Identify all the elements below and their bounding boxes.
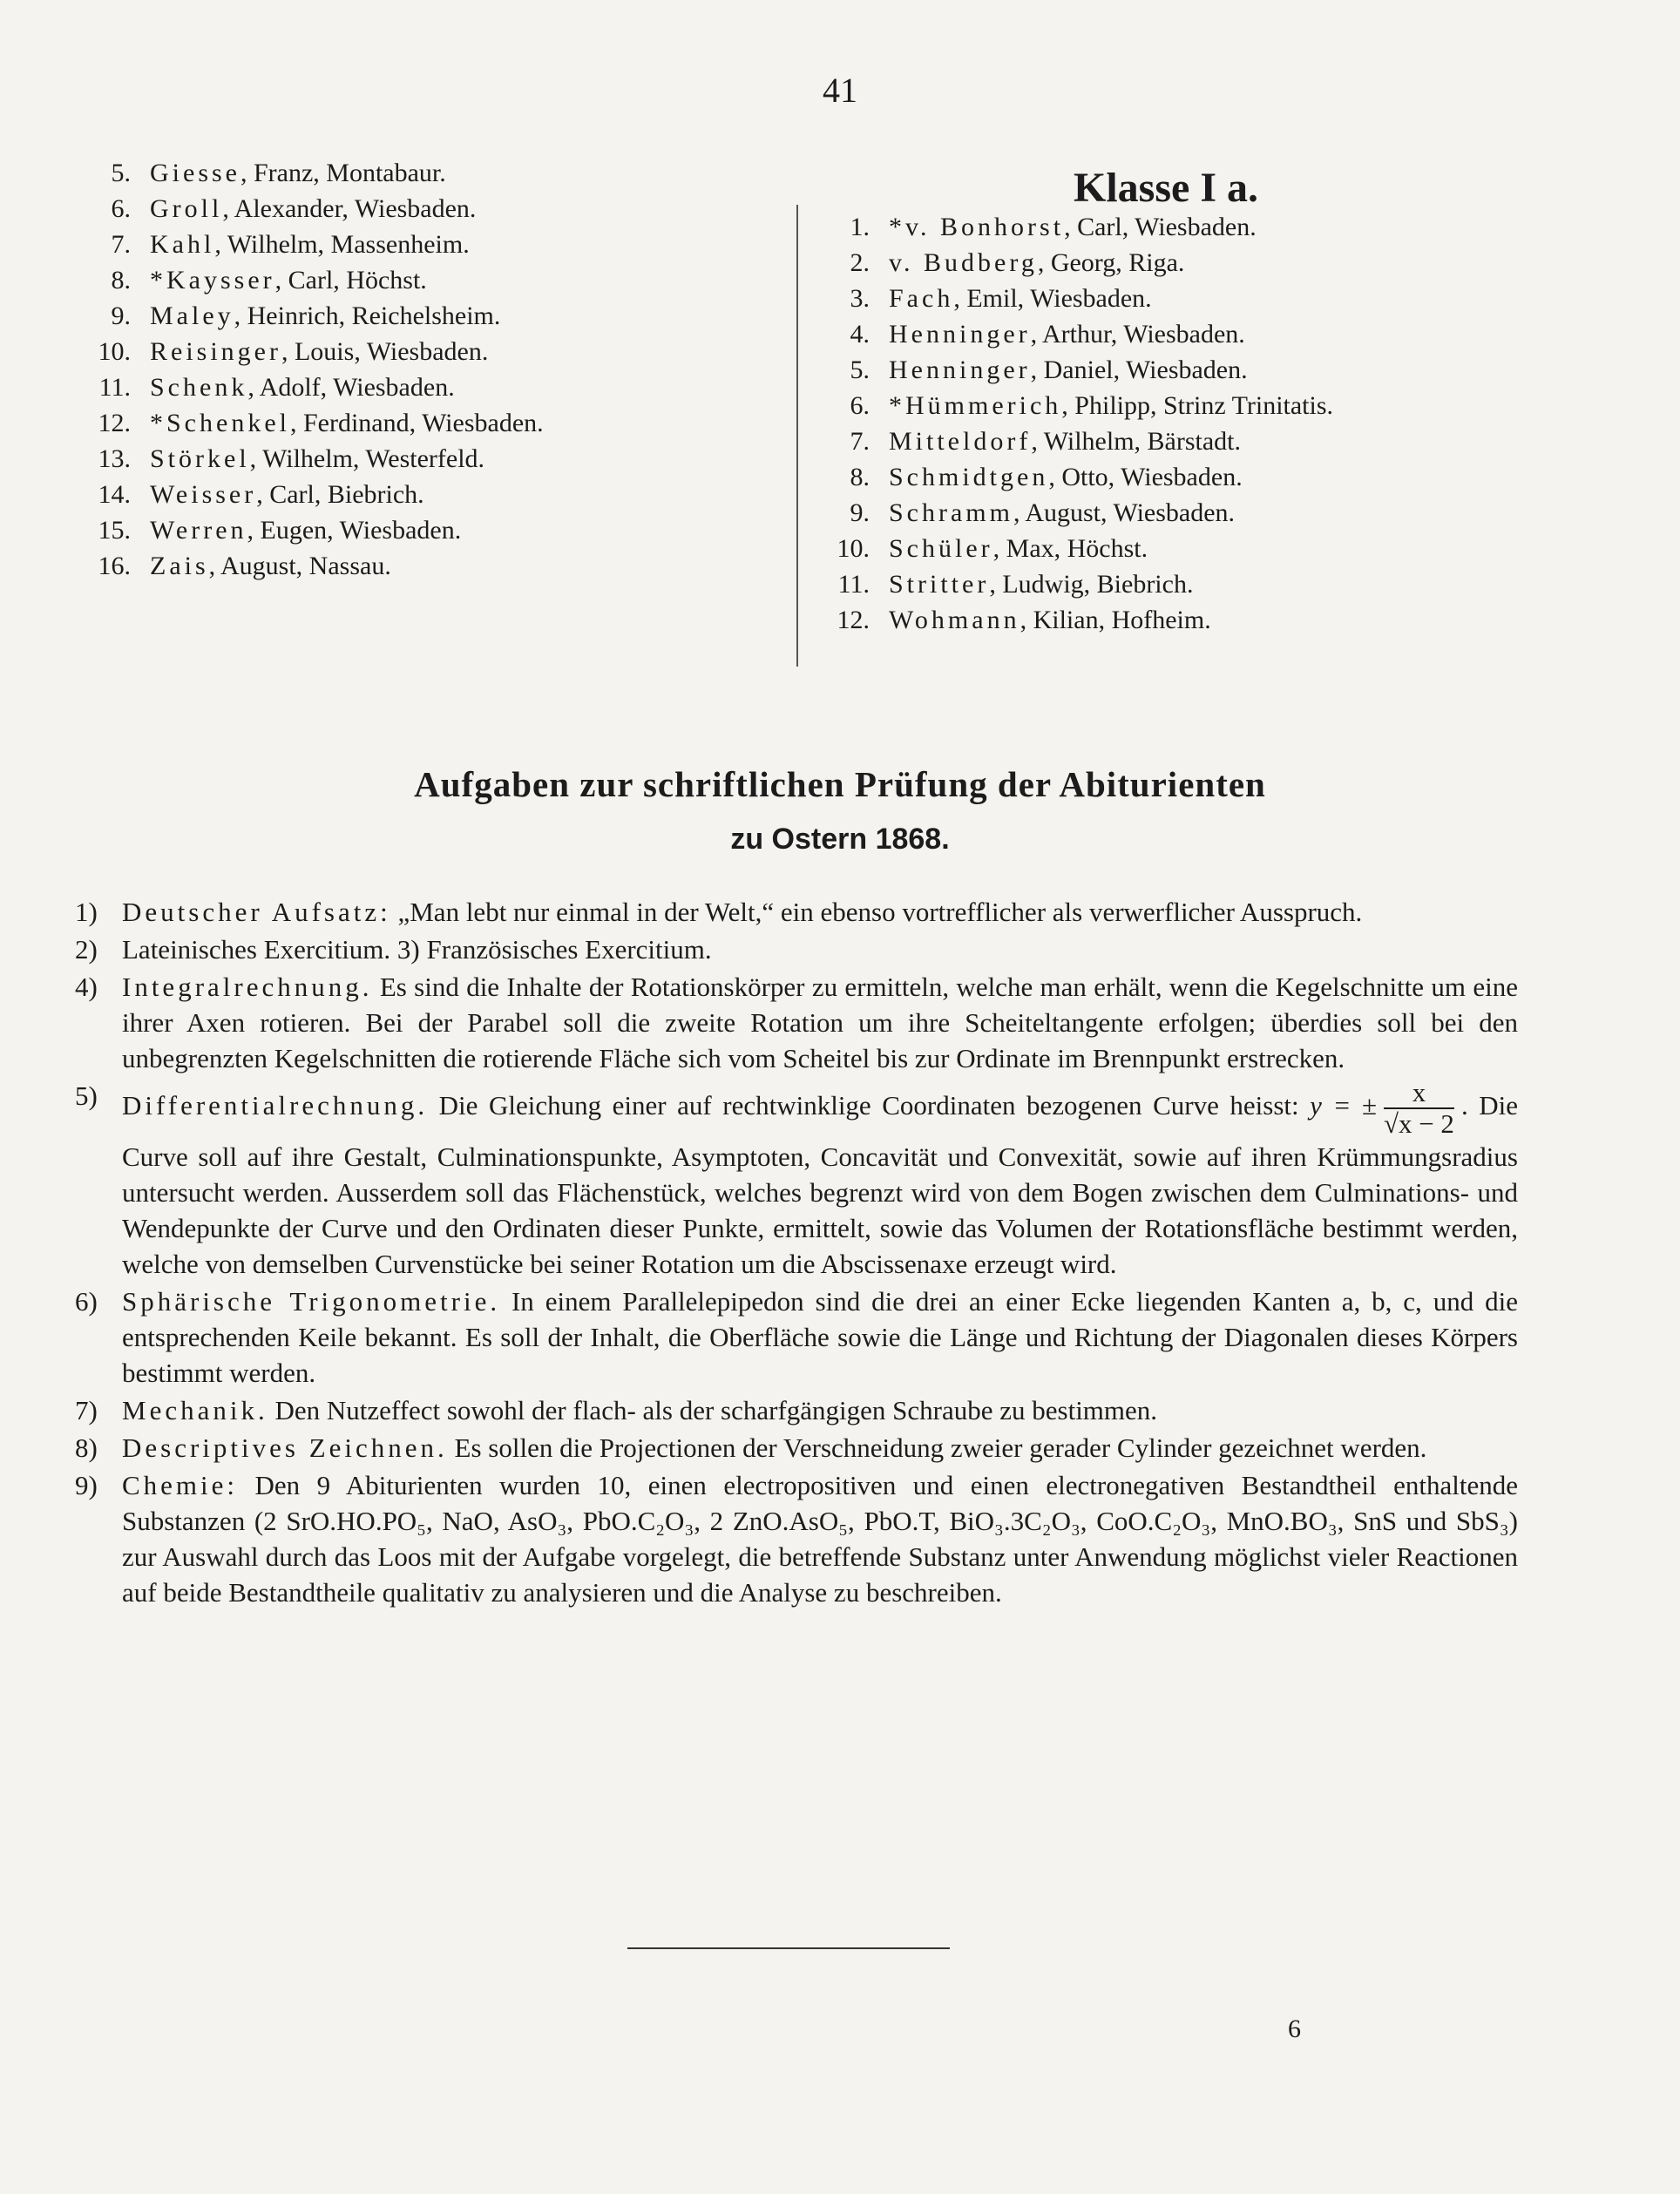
item-number: 5. bbox=[111, 159, 131, 187]
task-spherical-trig bbox=[75, 1283, 1518, 1391]
student-surname: *Hümmerich bbox=[889, 391, 1062, 420]
student-surname: Fach bbox=[889, 284, 954, 313]
task-title: Descriptives Zeichnen. bbox=[122, 1432, 448, 1463]
task-text: Den 9 Abiturienten wurden 10, einen electropositiven und einen electronegativen Bestandtheil enthaltende Substanzen (2 SrO.HO.PO₅, NaO, AsO₃, PbO.C₂O₃, 2 ZnO.AsO₅, PbO.T, BiO₃.3C₂O₃, CoO.C₂O₃, MnO.BO₃, SnS und SbS₃) zur Auswahl durch das Loos mit der Aufgabe vorgelegt, die betreffende Substanz unter Anwendung möglichst vieler Reactionen auf beide Bestandtheile qualitativ zu analysieren und die Analyse zu beschreiben. bbox=[122, 1470, 1518, 1608]
task-text: „Man lebt nur einmal in der Welt,“ ein ebenso vortrefflicher als verwerflicher Ausspruch. bbox=[390, 897, 1363, 927]
item-number: 8. bbox=[111, 266, 131, 295]
list-item bbox=[80, 512, 544, 548]
student-details: , Louis, Wiesbaden. bbox=[281, 337, 489, 366]
item-number: 8. bbox=[850, 463, 870, 491]
task-title: Sphärische Trigonometrie. bbox=[122, 1286, 501, 1317]
list-item bbox=[830, 316, 1333, 352]
student-details: , Alexander, Wiesbaden. bbox=[222, 194, 477, 223]
student-details: , Emil, Wiesbaden. bbox=[953, 284, 1152, 313]
item-number: 7. bbox=[111, 230, 131, 259]
list-item bbox=[830, 531, 1333, 566]
student-details: , Carl, Höchst. bbox=[274, 266, 427, 295]
student-details: , Wilhelm, Massenheim. bbox=[214, 230, 470, 259]
list-item bbox=[80, 298, 544, 334]
student-details: , Adolf, Wiesbaden. bbox=[247, 373, 455, 402]
student-details: , Philipp, Strinz Trinitatis. bbox=[1061, 391, 1334, 420]
list-item bbox=[830, 495, 1333, 531]
student-surname: Mitteldorf bbox=[889, 427, 1032, 456]
student-surname: Groll bbox=[150, 194, 223, 223]
item-number: 6. bbox=[850, 391, 870, 420]
student-surname: *Kaysser bbox=[150, 266, 275, 295]
task-number: 7) bbox=[75, 1395, 98, 1425]
student-surname: Schramm bbox=[889, 498, 1013, 527]
task-title: Deutscher Aufsatz: bbox=[122, 897, 391, 927]
task-number: 5) bbox=[75, 1080, 98, 1111]
task-number: 2) bbox=[75, 934, 98, 965]
list-item bbox=[80, 405, 544, 441]
list-item bbox=[830, 566, 1333, 602]
student-surname: Giesse bbox=[150, 159, 240, 187]
list-item bbox=[830, 281, 1333, 316]
list-item bbox=[80, 155, 544, 191]
class-list-left bbox=[80, 155, 544, 584]
formula-fraction bbox=[1384, 1078, 1454, 1139]
student-details: , Carl, Wiesbaden. bbox=[1064, 213, 1257, 241]
task-title: Differentialrechnung. bbox=[122, 1090, 429, 1121]
student-details: , Max, Höchst. bbox=[992, 534, 1148, 563]
task-text: Es sind die Inhalte der Rotationskörper zu ermitteln, welche man erhält, wenn die Kegelschnitte um eine ihrer Axen rotieren. Bei der Parabel soll die zweite Rotation um ihre Scheiteltangente erfolgen; überdies soll bei den unbegrenzten Kegelschnitten die rotierende Fläche sich vom Scheitel bis zur Ordinate im Brennpunkt erstrecken. bbox=[122, 972, 1518, 1073]
task-mechanics bbox=[75, 1392, 1518, 1428]
student-surname: Schüler bbox=[889, 534, 993, 563]
section-title: Aufgaben zur schriftlichen Prüfung der Abiturienten bbox=[414, 764, 1266, 804]
item-number: 9. bbox=[111, 301, 131, 330]
class-heading: Klasse I a. bbox=[1074, 165, 1259, 211]
column-divider bbox=[796, 205, 798, 667]
task-german-essay bbox=[75, 894, 1518, 930]
item-number: 9. bbox=[850, 498, 870, 527]
list-item bbox=[830, 388, 1333, 423]
formula-lhs: y = ± bbox=[1310, 1090, 1377, 1121]
task-text: . Die Curve soll auf ihre Gestalt, Culminationspunkte, Asymptoten, Concavität und Convexität, sowie auf ihren Krümmungsradius untersucht werden. Ausserdem soll das Flächenstück, welches begrenzt wird von dem Bogen zwischen dem Culminations- und Wendepunkte der Curve und den Ordinaten dieser Punkte, ermittelt, sowie das Volumen der Rotationsfläche bestimmt werden, welche von demselben Curvenstücke bei seiner Rotation um die Abscissenaxe erzeugt wird. bbox=[122, 1090, 1518, 1279]
student-surname: Maley bbox=[150, 301, 234, 330]
task-title: Chemie: bbox=[122, 1470, 239, 1500]
task-chemistry bbox=[75, 1467, 1518, 1610]
student-surname: *Schenkel bbox=[150, 409, 290, 437]
student-surname: Kahl bbox=[150, 230, 215, 259]
task-number: 1) bbox=[75, 897, 98, 927]
task-number-inline: 3) bbox=[396, 934, 420, 965]
formula-numerator: x bbox=[1384, 1078, 1454, 1109]
item-number: 4. bbox=[850, 320, 870, 349]
formula-denominator: √x − 2 bbox=[1383, 1108, 1454, 1139]
student-details: , Daniel, Wiesbaden. bbox=[1030, 356, 1248, 384]
student-details: , Wilhelm, Bärstadt. bbox=[1031, 427, 1242, 456]
task-latin-french bbox=[75, 931, 1518, 967]
task-number: 9) bbox=[75, 1470, 98, 1500]
list-item bbox=[830, 245, 1333, 281]
list-item bbox=[80, 262, 544, 298]
list-item bbox=[830, 423, 1333, 459]
item-number: 12. bbox=[98, 409, 131, 437]
task-integral bbox=[75, 969, 1518, 1076]
list-item bbox=[80, 477, 544, 512]
task-number: 4) bbox=[75, 972, 98, 1002]
class-list-right bbox=[830, 209, 1333, 638]
task-title: Mechanik. bbox=[122, 1395, 268, 1425]
task-list bbox=[75, 894, 1518, 1612]
section-subtitle: zu Ostern 1868. bbox=[730, 823, 950, 856]
item-number: 1. bbox=[850, 213, 870, 241]
list-item bbox=[830, 459, 1333, 495]
item-number: 16. bbox=[98, 552, 131, 580]
item-number: 10. bbox=[837, 534, 870, 563]
task-title: Integralrechnung. bbox=[122, 972, 373, 1002]
student-details: , Arthur, Wiesbaden. bbox=[1030, 320, 1245, 349]
student-details: , Heinrich, Reichelsheim. bbox=[234, 301, 501, 330]
task-text: Französisches Exercitium. bbox=[426, 934, 712, 965]
student-details: , August, Nassau. bbox=[208, 552, 391, 580]
list-item bbox=[80, 334, 544, 369]
item-number: 11. bbox=[837, 570, 870, 599]
student-details: , Eugen, Wiesbaden. bbox=[247, 516, 462, 545]
separator-line bbox=[627, 1947, 950, 1949]
list-item bbox=[80, 369, 544, 405]
page-number: 41 bbox=[823, 71, 857, 110]
student-surname: Wohmann bbox=[889, 606, 1020, 634]
item-number: 6. bbox=[111, 194, 131, 223]
student-details: , Carl, Biebrich. bbox=[256, 480, 424, 509]
student-details: , Ludwig, Biebrich. bbox=[989, 570, 1194, 599]
task-text: Lateinisches Exercitium. bbox=[122, 934, 397, 965]
list-item bbox=[80, 548, 544, 584]
item-number: 14. bbox=[98, 480, 131, 509]
item-number: 12. bbox=[837, 606, 870, 634]
item-number: 15. bbox=[98, 516, 131, 545]
task-text: In einem Parallelepipedon sind die drei an einer Ecke liegenden Kanten a, b, c, und die entsprechenden Keile bekannt. Es soll der Inhalt, die Oberfläche sowie die Länge und Richtung der Diagonalen dieses Körpers bestimmt werden. bbox=[122, 1286, 1518, 1388]
list-item bbox=[830, 352, 1333, 388]
student-surname: Reisinger bbox=[150, 337, 281, 366]
student-surname: Stritter bbox=[889, 570, 990, 599]
item-number: 11. bbox=[98, 373, 131, 402]
student-surname: Schenk bbox=[150, 373, 248, 402]
item-number: 2. bbox=[850, 248, 870, 277]
item-number: 3. bbox=[850, 284, 870, 313]
item-number: 10. bbox=[98, 337, 131, 366]
student-details: , Otto, Wiesbaden. bbox=[1048, 463, 1243, 491]
student-surname: Zais bbox=[150, 552, 209, 580]
item-number: 13. bbox=[98, 444, 131, 473]
student-surname: Störkel bbox=[150, 444, 250, 473]
student-surname: Henninger bbox=[889, 320, 1031, 349]
list-item bbox=[830, 602, 1333, 638]
task-number: 6) bbox=[75, 1286, 98, 1317]
student-details: , Wilhelm, Westerfeld. bbox=[249, 444, 485, 473]
list-item bbox=[830, 209, 1333, 245]
student-details: , Georg, Riga. bbox=[1037, 248, 1185, 277]
student-details: , August, Wiesbaden. bbox=[1013, 498, 1236, 527]
task-text: Es sollen die Projectionen der Verschneidung zweier gerader Cylinder gezeichnet werden. bbox=[447, 1432, 1427, 1463]
task-drawing bbox=[75, 1430, 1518, 1466]
student-surname: Henninger bbox=[889, 356, 1031, 384]
task-text: Den Nutzeffect sowohl der flach- als der scharfgängigen Schraube zu bestimmen. bbox=[268, 1395, 1158, 1425]
student-surname: Schmidtgen bbox=[889, 463, 1049, 491]
student-surname: *v. Bonhorst bbox=[889, 213, 1065, 241]
student-surname: Weisser bbox=[150, 480, 257, 509]
item-number: 5. bbox=[850, 356, 870, 384]
signature-mark: 6 bbox=[1288, 2015, 1301, 2043]
student-details: , Kilian, Hofheim. bbox=[1020, 606, 1211, 634]
list-item bbox=[80, 441, 544, 477]
student-details: , Franz, Montabaur. bbox=[240, 159, 446, 187]
item-number: 7. bbox=[850, 427, 870, 456]
task-differential bbox=[75, 1078, 1518, 1282]
student-details: , Ferdinand, Wiesbaden. bbox=[289, 409, 544, 437]
list-item bbox=[80, 227, 544, 262]
student-surname: Werren bbox=[150, 516, 247, 545]
list-item bbox=[80, 191, 544, 227]
task-number: 8) bbox=[75, 1432, 98, 1463]
student-surname: v. Budberg bbox=[889, 248, 1038, 277]
task-text: Die Gleichung einer auf rechtwinklige Coordinaten bezogenen Curve heisst: bbox=[428, 1090, 1311, 1121]
